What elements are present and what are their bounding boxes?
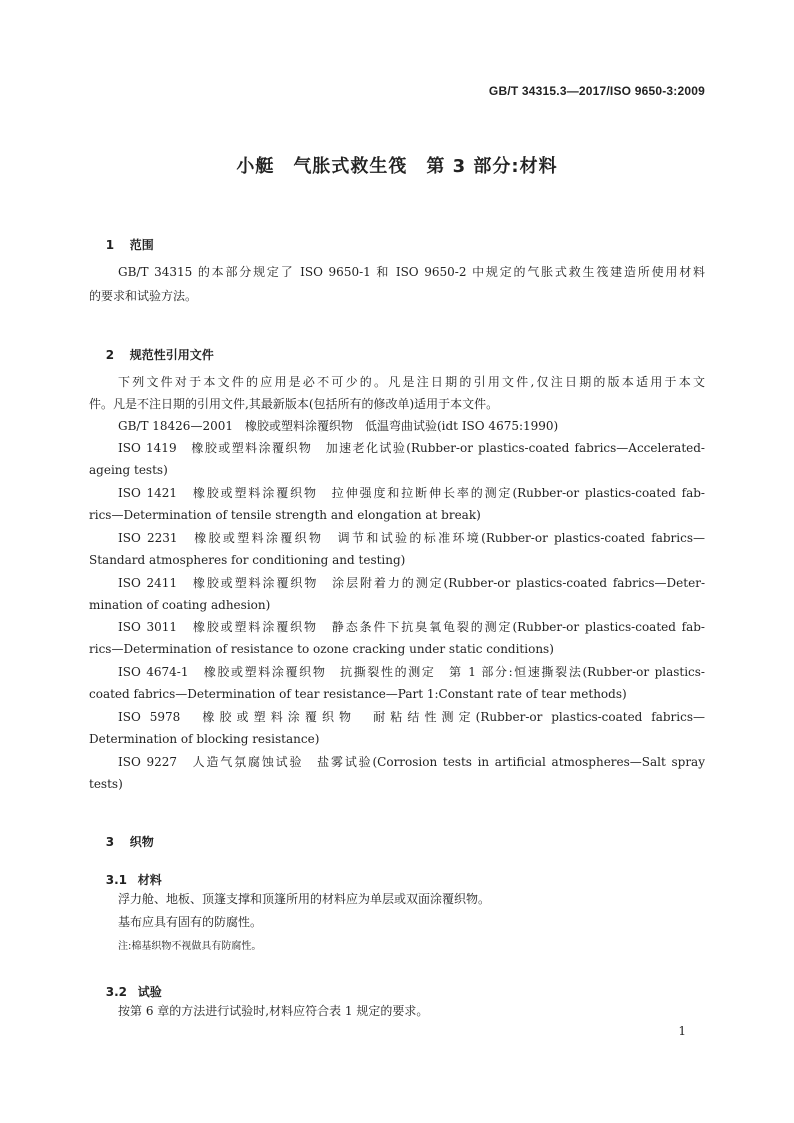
section-2-heading bbox=[89, 332, 214, 377]
page-number: 1 bbox=[678, 1024, 686, 1038]
section-number: 2 bbox=[105, 348, 115, 362]
reference-line: ISO 3011 橡胶或塑料涂覆织物 静态条件下抗臭氧龟裂的测定(Rubber-or plastics-coated fab- bbox=[118, 620, 705, 634]
reference-line: Determination of blocking resistance) bbox=[89, 732, 320, 746]
reference-line: ISO 9227 人造气氛腐蚀试验 盐雾试验(Corrosion tests in artificial atmospheres—Salt spray bbox=[118, 755, 705, 769]
reference-line: ISO 1419 橡胶或塑料涂覆织物 加速老化试验(Rubber-or plastics-coated fabrics—Accelerated- bbox=[118, 441, 705, 455]
reference-line: ISO 2231 橡胶或塑料涂覆织物 调节和试验的标准环境(Rubber-or plastics-coated fabrics— bbox=[118, 531, 705, 545]
section-number: 3.1 bbox=[105, 873, 127, 887]
section-title: 织物 bbox=[129, 835, 154, 849]
reference-line: mination of coating adhesion) bbox=[89, 598, 271, 612]
reference-line: ISO 5978 橡胶或塑料涂覆织物 耐粘结性测定(Rubber-or plastics-coated fabrics— bbox=[118, 710, 705, 724]
reference-line: tests) bbox=[89, 777, 123, 791]
scope-text-line: GB/T 34315 的本部分规定了 ISO 9650-1 和 ISO 9650-2 中规定的气胀式救生筏建造所使用材料 bbox=[118, 265, 705, 279]
reference-line: Standard atmospheres for conditioning and testing) bbox=[89, 553, 406, 567]
section-number: 3.2 bbox=[105, 985, 127, 999]
reference-line: ISO 1421 橡胶或塑料涂覆织物 拉伸强度和拉断伸长率的测定(Rubber-or plastics-coated fab- bbox=[118, 486, 705, 500]
materials-text-line: 浮力舱、地板、顶篷支撑和顶篷所用的材料应为单层或双面涂覆织物。 bbox=[118, 892, 491, 906]
section-title: 范围 bbox=[129, 238, 154, 252]
standard-identifier: GB/T 34315.3—2017/ISO 9650-3:2009 bbox=[488, 84, 705, 98]
normative-intro-line: 件。凡是不注日期的引用文件,其最新版本(包括所有的修改单)适用于本文件。 bbox=[89, 397, 499, 411]
reference-line: ageing tests) bbox=[89, 463, 168, 477]
reference-line: rics—Determination of tensile strength and elongation at break) bbox=[89, 508, 481, 522]
section-number: 1 bbox=[105, 238, 115, 252]
reference-line: coated fabrics—Determination of tear resistance—Part 1:Constant rate of tear methods) bbox=[89, 687, 627, 701]
reference-line: ISO 4674-1 橡胶或塑料涂覆织物 抗撕裂性的测定 第 1 部分:恒速撕裂法(Rubber-or plastics- bbox=[118, 665, 705, 679]
materials-text-line: 基布应具有固有的防腐性。 bbox=[118, 915, 263, 929]
testing-text-line: 按第 6 章的方法进行试验时,材料应符合表 1 规定的要求。 bbox=[118, 1004, 429, 1018]
section-title: 试验 bbox=[137, 985, 162, 999]
scope-text-line: 的要求和试验方法。 bbox=[89, 289, 198, 303]
reference-line: rics—Determination of resistance to ozone cracking under static conditions) bbox=[89, 642, 554, 656]
section-number: 3 bbox=[105, 835, 115, 849]
normative-intro-line: 下列文件对于本文件的应用是必不可少的。凡是注日期的引用文件,仅注日期的版本适用于本文 bbox=[118, 375, 705, 389]
reference-line: GB/T 18426—2001 橡胶或塑料涂覆织物 低温弯曲试验(idt ISO 4675:1990) bbox=[118, 419, 559, 433]
section-title: 规范性引用文件 bbox=[129, 348, 214, 362]
section-title: 材料 bbox=[137, 873, 162, 887]
materials-note: 注:棉基织物不视做具有防腐性。 bbox=[118, 941, 262, 952]
section-1-heading bbox=[89, 222, 154, 267]
reference-line: ISO 2411 橡胶或塑料涂覆织物 涂层附着力的测定(Rubber-or plastics-coated fabrics—Deter- bbox=[118, 576, 705, 590]
document-title: 小艇 气胀式救生筏 第 3 部分:材料 bbox=[236, 156, 558, 177]
